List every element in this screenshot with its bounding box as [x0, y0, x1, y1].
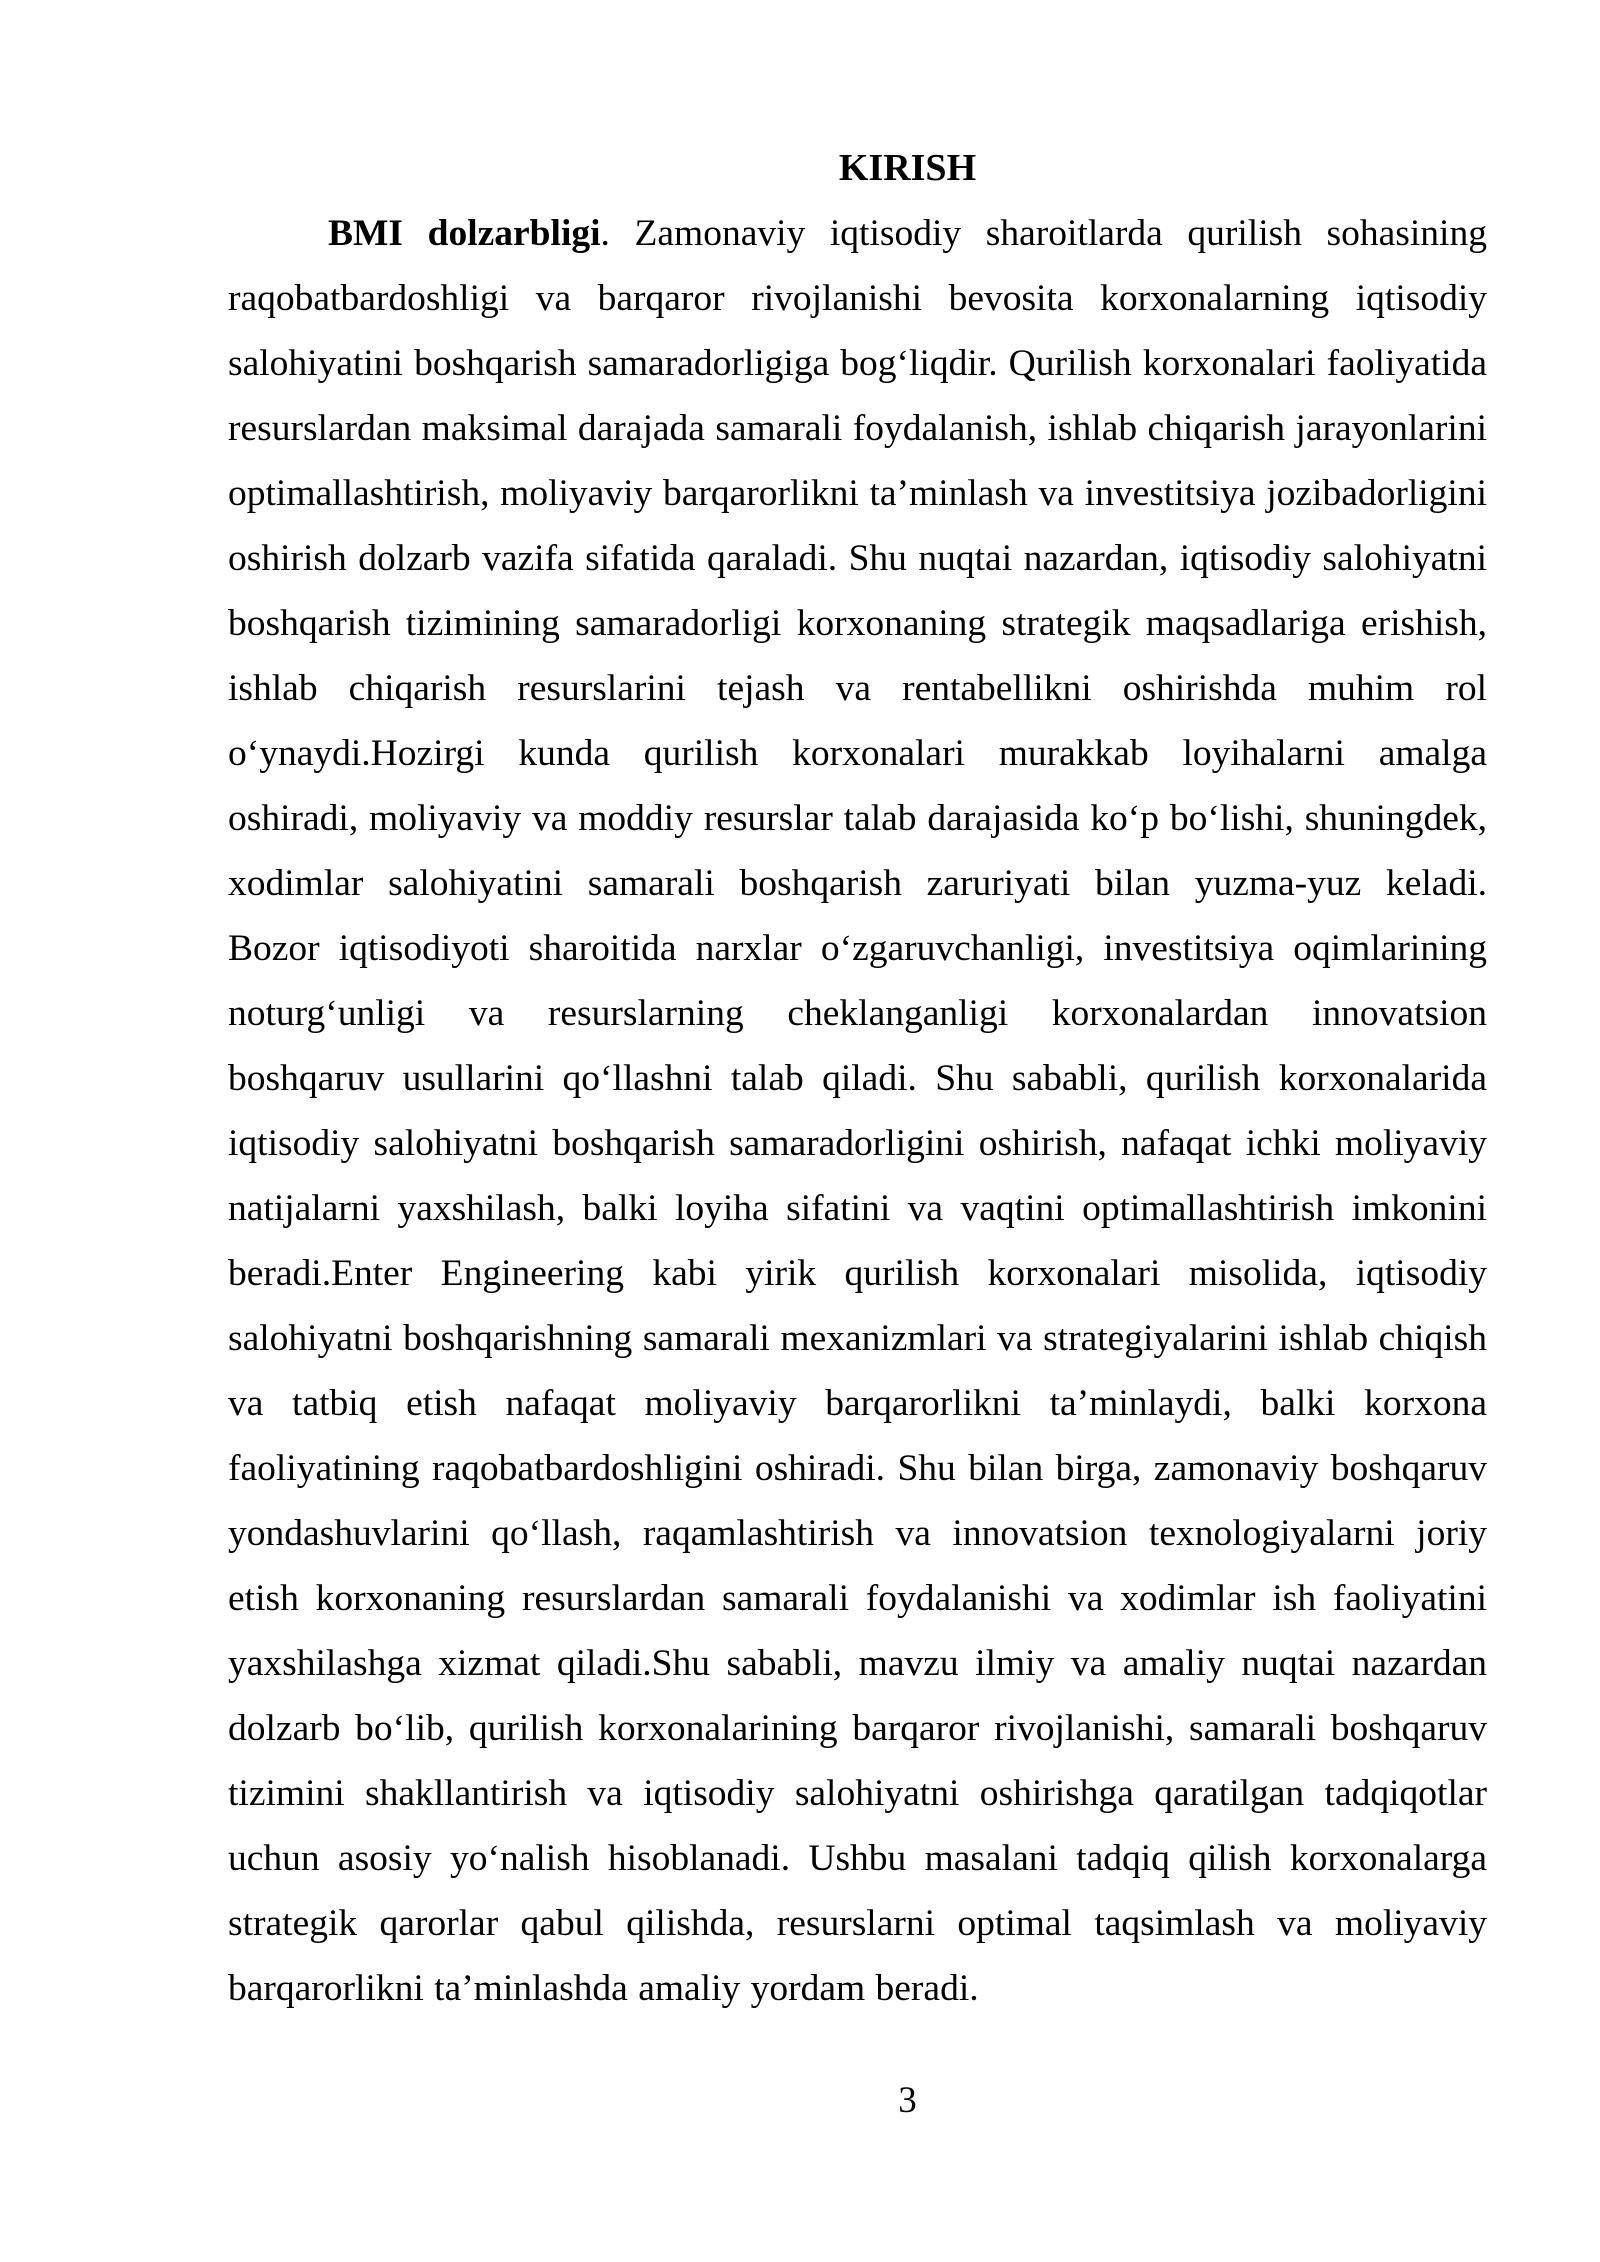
text-block — [228, 136, 1487, 2021]
page-number: 3 — [898, 2080, 917, 2121]
body-paragraph — [228, 201, 1487, 2021]
page-title: KIRISH — [838, 147, 977, 189]
paragraph-text: . Zamonaviy iqtisodiy sharoitlarda qurilish sohasining raqobatbardoshligi va barqaror rivojlanishi bevosita korxonalarning iqtisodiy salohiyatini boshqarish samaradorligiga bog‘liqdir. Qurilish korxonalari faoliyatida resurslardan maksimal darajada samarali foydalanish, ishlab chiqarish jarayonlarini optimallashtirish, moliyaviy barqarorlikni ta’minlash va investitsiya jozibadorligini oshirish dolzarb vazifa sifatida qaraladi. Shu nuqtai nazardan, iqtisodiy salohiyatni boshqarish tizimining samaradorligi korxonaning strategik maqsadlariga erishish, ishlab chiqarish resurslarini tejash va rentabellikni oshirishda muhim rol o‘ynaydi.Hozirgi kunda qurilish korxonalari murakkab loyihalarni amalga oshiradi, moliyaviy va moddiy resurslar talab darajasida ko‘p bo‘lishi, shuningdek, xodimlar salohiyatini samarali boshqarish zaruriyati bilan yuzma-yuz keladi. Bozor iqtisodiyoti sharoitida narxlar o‘zgaruvchanligi, investitsiya oqimlarining noturg‘unligi va resurslarning cheklanganligi korxonalardan innovatsion boshqaruv usullarini qo‘llashni talab qiladi. Shu sababli, qurilish korxonalarida iqtisodiy salohiyatni boshqarish samaradorligini oshirish, nafaqat ichki moliyaviy natijalarni yaxshilash, balki loyiha sifatini va vaqtini optimallashtirish imkonini beradi.Enter Engineering kabi yirik qurilish korxonalari misolida, iqtisodiy salohiyatni boshqarishning samarali mexanizmlari va strategiyalarini ishlab chiqish va tatbiq etish nafaqat moliyaviy barqarorlikni ta’minlaydi, balki korxona faoliyatining raqobatbardoshligini oshiradi. Shu bilan birga, zamonaviy boshqaruv yondashuvlarini qo‘llash, raqamlashtirish va innovatsion texnologiyalarni joriy etish korxonaning resurslardan samarali foydalanishi va xodimlar ish faoliyatini yaxshilashga xizmat qiladi.Shu sababli, mavzu ilmiy va amaliy nuqtai nazardan dolzarb bo‘lib, qurilish korxonalarining barqaror rivojlanishi, samarali boshqaruv tizimini shakllantirish va iqtisodiy salohiyatni oshirishga qaratilgan tadqiqotlar uchun asosiy yo‘nalish hisoblanadi. Ushbu masalani tadqiq qilish korxonalarga strategik qarorlar qabul qilishda, resurslarni optimal taqsimlash va moliyaviy barqarorlikni ta’minlashda amaliy yordam beradi. — [228, 213, 1487, 2009]
paragraph-lead-bold: BMI dolzarbligi — [328, 213, 601, 254]
